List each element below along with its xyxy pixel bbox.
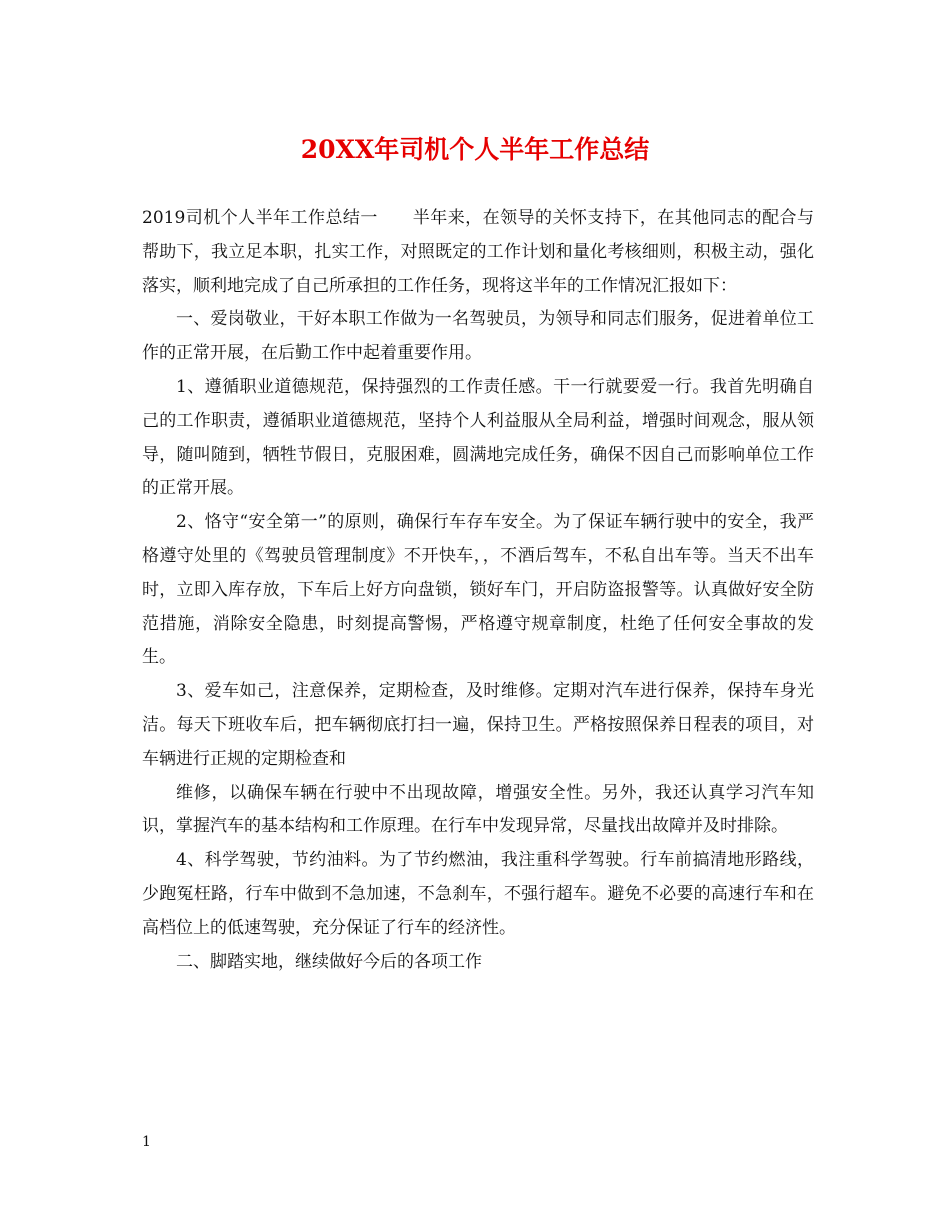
document-body [142, 202, 814, 979]
paragraph-intro: 2019司机个人半年工作总结一 半年来，在领导的关怀支持下，在其他同志的配合与帮助下，我立足本职，扎实工作，对照既定的工作计划和量化考核细则，积极主动，强化落实，顺利地完成了自己所承担的工作任务，现将这半年的工作情况汇报如下： [142, 208, 814, 296]
paragraph-item-3-continued: 维修，以确保车辆在行驶中不出现故障，增强安全性。另外，我还认真学习汽车知识，掌握汽车的基本结构和工作原理。在行车中发现异常，尽量找出故障并及时排除。 [142, 782, 814, 837]
paragraph-item-3: 3、爱车如己，注意保养，定期检查，及时维修。定期对汽车进行保养，保持车身光洁。每天下班收车后，把车辆彻底打扫一遍，保持卫生。严格按照保养日程表的项目，对车辆进行正规的定期检查和 [142, 681, 814, 769]
paragraph-item-2: 2、恪守“安全第一”的原则，确保行车存车安全。为了保证车辆行驶中的安全，我严格遵守处里的《驾驶员管理制度》不开快车，，不酒后驾车，不私自出车等。当天不出车时，立即入库存放，下车后上好方向盘锁，锁好车门，开启防盗报警等。认真做好安全防范措施，消除安全隐患，时刻提高警惕，严格遵守规章制度，杜绝了任何安全事故的发生。 [142, 512, 814, 668]
paragraph-section-two: 二、脚踏实地，继续做好今后的各项工作 [176, 951, 482, 972]
paragraph-item-4: 4、科学驾驶，节约油料。为了节约燃油，我注重科学驾驶。行车前搞清地形路线，少跑冤枉路，行车中做到不急加速，不急刹车，不强行超车。避免不必要的高速行车和在高档位上的低速驾驶，充分保证了行车的经济性。 [142, 850, 814, 938]
paragraph-section-one: 一、爱岗敬业，干好本职工作做为一名驾驶员，为领导和同志们服务，促进着单位工作的正常开展，在后勤工作中起着重要作用。 [142, 309, 814, 364]
paragraph-item-1: 1、遵循职业道德规范，保持强烈的工作责任感。干一行就要爱一行。我首先明确自己的工作职责，遵循职业道德规范，坚持个人利益服从全局利益，增强时间观念，服从领导，随叫随到，牺牲节假日，克服困难，圆满地完成任务，确保不因自己而影响单位工作的正常开展。 [142, 376, 814, 499]
page-number: 1 [142, 1134, 151, 1150]
document-title: 20XX年司机个人半年工作总结 [300, 135, 650, 164]
